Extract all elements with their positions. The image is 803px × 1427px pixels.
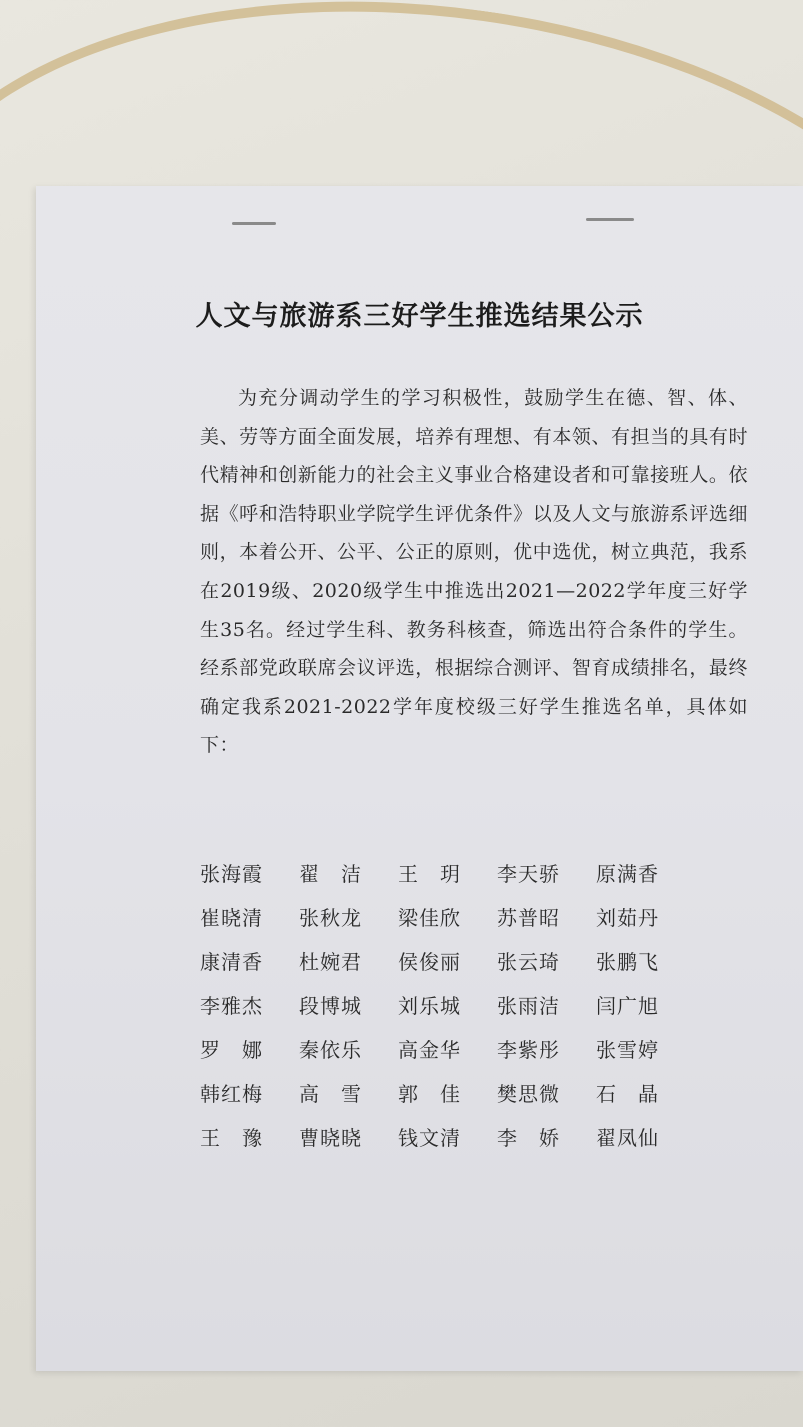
student-name: 张海霞: [200, 861, 263, 886]
student-name: 李天骄: [497, 861, 560, 886]
student-name: 罗 娜: [200, 1037, 263, 1062]
student-name: 刘茹丹: [596, 905, 659, 930]
student-name: 曹晓晓: [299, 1125, 362, 1150]
student-name: 侯俊丽: [398, 949, 461, 974]
name-row: [200, 938, 720, 982]
student-name: 张雪婷: [596, 1037, 659, 1062]
student-name: 秦依乐: [299, 1037, 362, 1062]
staple-right: [586, 218, 634, 221]
student-name: 张秋龙: [299, 905, 362, 930]
student-name: 张云琦: [497, 949, 560, 974]
name-row: [200, 982, 720, 1026]
student-name: 原满香: [596, 861, 659, 886]
student-name: 翟 洁: [299, 861, 362, 886]
student-name: 崔晓清: [200, 905, 263, 930]
student-name: 梁佳欣: [398, 905, 461, 930]
student-name: 韩红梅: [200, 1081, 263, 1106]
name-list: [200, 850, 720, 1158]
name-row: [200, 1114, 720, 1158]
student-name: 闫广旭: [596, 993, 659, 1018]
name-row: [200, 1070, 720, 1114]
student-name: 钱文清: [398, 1125, 461, 1150]
notice-title: 人文与旅游系三好学生推选结果公示: [195, 301, 644, 332]
student-name: 王 玥: [398, 861, 461, 886]
student-name: 翟凤仙: [596, 1125, 659, 1150]
student-name: 苏普昭: [497, 905, 560, 930]
student-name: 李紫彤: [497, 1037, 560, 1062]
name-row: [200, 894, 720, 938]
student-name: 段博城: [299, 993, 362, 1018]
student-name: 樊思微: [497, 1081, 560, 1106]
student-name: 杜婉君: [299, 949, 362, 974]
student-name: 张鹏飞: [596, 949, 659, 974]
student-name: 李 娇: [497, 1125, 560, 1150]
student-name: 李雅杰: [200, 993, 263, 1018]
notice-paper: [36, 186, 803, 1371]
student-name: 高 雪: [299, 1081, 362, 1106]
student-name: 张雨洁: [497, 993, 560, 1018]
student-name: 刘乐城: [398, 993, 461, 1018]
student-name: 石 晶: [596, 1081, 659, 1106]
student-name: 高金华: [398, 1037, 461, 1062]
student-name: 康清香: [200, 949, 263, 974]
student-name: 郭 佳: [398, 1081, 461, 1106]
name-row: [200, 1026, 720, 1070]
staple-left: [232, 222, 276, 225]
notice-paragraph: 为充分调动学生的学习积极性，鼓励学生在德、智、体、美、劳等方面全面发展，培养有理想、有本领、有担当的具有时代精神和创新能力的社会主义事业合格建设者和可靠接班人。依据《呼和浩特职业学院学生评优条件》以及人文与旅游系评选细则，本着公开、公平、公正的原则，优中选优，树立典范，我系在2019级、2020级学生中推选出2021—2022学年度三好学生35名。经过学生科、教务科核查，筛选出符合条件的学生。经系部党政联席会议评选，根据综合测评、智育成绩排名，最终确定我系2021-2022学年度校级三好学生推选名单，具体如下：: [200, 387, 748, 757]
student-name: 王 豫: [200, 1125, 263, 1150]
name-row: [200, 850, 720, 894]
